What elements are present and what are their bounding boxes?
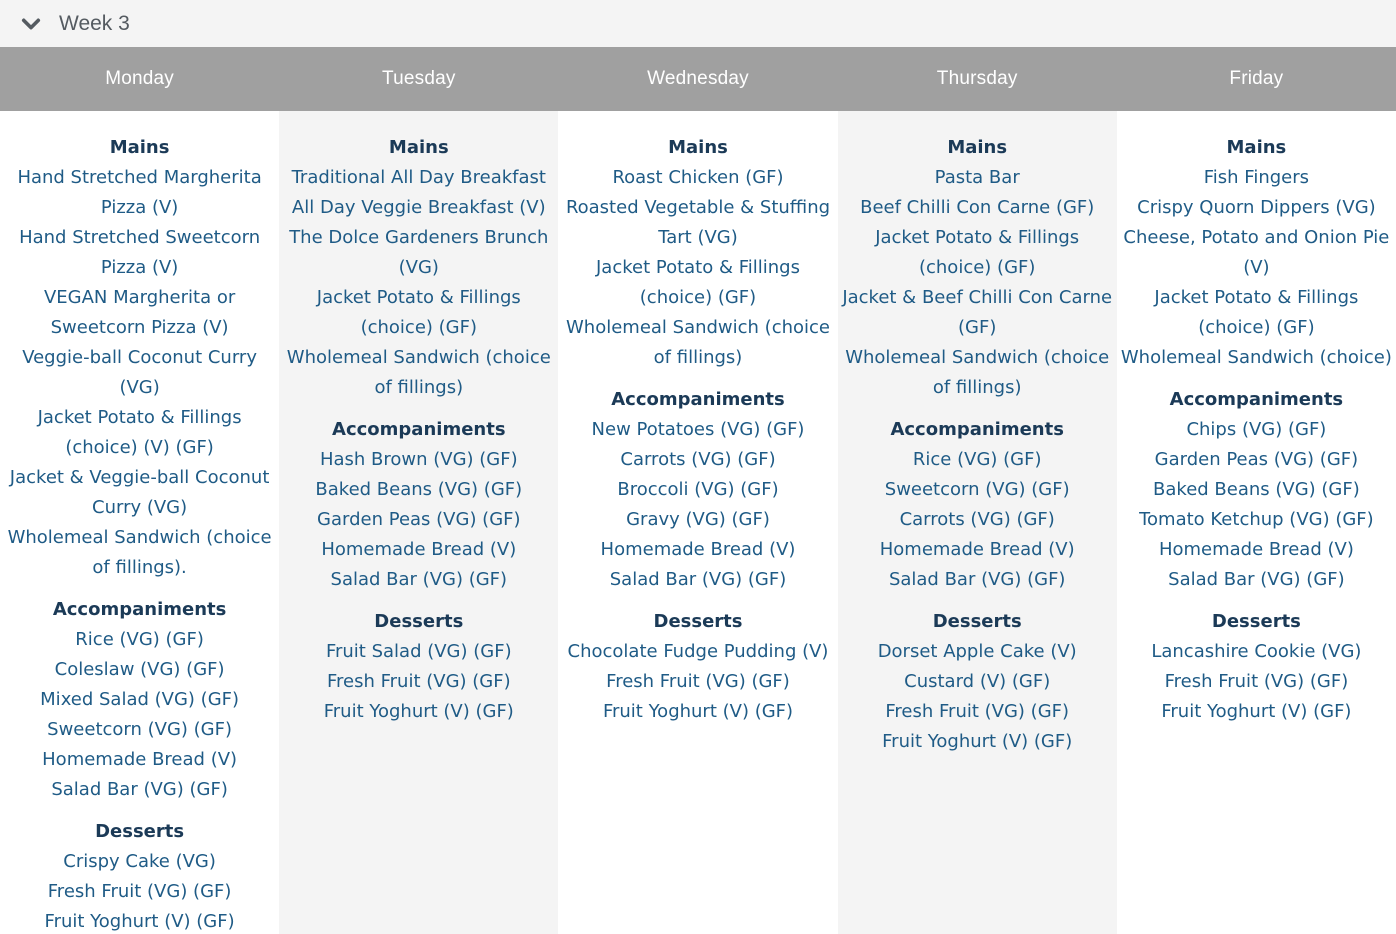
menu-section-mains	[279, 133, 558, 403]
menu-item: Jacket Potato & Fillings (choice) (GF)	[595, 257, 800, 308]
menu-item: Crispy Quorn Dippers (VG)	[1137, 197, 1376, 218]
menu-item: Sweetcorn (VG) (GF)	[884, 479, 1070, 500]
section-title: Desserts	[374, 611, 464, 632]
section-title: Desserts	[95, 821, 185, 842]
menu-item: Fresh Fruit (VG) (GF)	[606, 671, 790, 692]
section-title: Accompaniments	[332, 419, 506, 440]
menu-item: Fruit Yoghurt (V) (GF)	[882, 731, 1073, 752]
menu-item: Wholemeal Sandwich (choice of fillings)	[565, 317, 830, 368]
chevron-down-icon[interactable]	[21, 14, 41, 34]
section-title: Mains	[388, 137, 449, 158]
menu-item: Sweetcorn (VG) (GF)	[47, 719, 233, 740]
menu-item: Beef Chilli Con Carne (GF)	[860, 197, 1095, 218]
menu-item: Fresh Fruit (VG) (GF)	[326, 671, 511, 692]
section-title: Accompaniments	[611, 389, 785, 410]
menu-item: Fresh Fruit (VG) (GF)	[1164, 671, 1349, 692]
menu-item: Fish Fingers	[1203, 167, 1310, 188]
menu-item: Salad Bar (VG) (GF)	[330, 569, 508, 590]
menu-item: Chocolate Fudge Pudding (V)	[567, 641, 829, 662]
section-title: Accompaniments	[52, 599, 227, 620]
menu-section-desserts	[0, 817, 279, 934]
menu-item: Veggie-ball Coconut Curry (VG)	[22, 347, 257, 398]
menu-item: Wholemeal Sandwich (choice of fillings).	[7, 527, 272, 578]
menu-item: Custard (V) (GF)	[904, 671, 1051, 692]
menu-item: VEGAN Margherita or Sweetcorn Pizza (V)	[43, 287, 236, 338]
menu-section-mains	[1117, 133, 1396, 373]
menu-section-accompaniments	[0, 595, 279, 805]
menu-section-mains	[838, 133, 1117, 403]
day-column-tuesday	[279, 111, 558, 934]
menu-section-mains	[0, 133, 279, 583]
menu-item: Fresh Fruit (VG) (GF)	[47, 881, 232, 902]
menu-section-accompaniments	[279, 415, 558, 595]
menu-item: Jacket Potato & Fillings (choice) (GF)	[1154, 287, 1359, 338]
menu-item: Jacket Potato & Fillings (choice) (GF)	[875, 227, 1080, 278]
menu-grid	[0, 111, 1396, 934]
menu-section-desserts	[558, 607, 837, 727]
menu-item: Hand Stretched Sweetcorn Pizza (V)	[19, 227, 261, 278]
menu-item: Roasted Vegetable & Stuffing Tart (VG)	[565, 197, 831, 248]
day-column-monday	[0, 111, 279, 934]
menu-item: Homemade Bread (V)	[879, 539, 1075, 560]
section-title: Accompaniments	[1169, 389, 1344, 410]
menu-item: Jacket & Beef Chilli Con Carne (GF)	[842, 287, 1113, 338]
menu-item: Traditional All Day Breakfast	[291, 167, 546, 188]
menu-item: Fresh Fruit (VG) (GF)	[885, 701, 1070, 722]
menu-item: Baked Beans (VG) (GF)	[315, 479, 523, 500]
menu-item: Garden Peas (VG) (GF)	[1154, 449, 1359, 470]
day-header-wednesday: Wednesday	[647, 68, 749, 89]
menu-section-desserts	[838, 607, 1117, 757]
menu-item: Homemade Bread (V)	[1158, 539, 1354, 560]
menu-item: Wholemeal Sandwich (choice of fillings)	[845, 347, 1110, 398]
week-title: Week 3	[59, 11, 130, 35]
menu-item: Fruit Yoghurt (V) (GF)	[44, 911, 235, 932]
menu-item: Salad Bar (VG) (GF)	[888, 569, 1066, 590]
menu-item: Hand Stretched Margherita Pizza (V)	[17, 167, 262, 218]
menu-item: Salad Bar (VG) (GF)	[1168, 569, 1345, 590]
menu-item: Pasta Bar	[934, 167, 1020, 188]
menu-item: Crispy Cake (VG)	[63, 851, 216, 872]
menu-item: Homemade Bread (V)	[600, 539, 796, 560]
menu-item: Broccoli (VG) (GF)	[617, 479, 779, 500]
menu-section-desserts	[1117, 607, 1396, 727]
menu-item: Salad Bar (VG) (GF)	[609, 569, 787, 590]
menu-item: Fruit Yoghurt (V) (GF)	[323, 701, 514, 722]
day-column-wednesday	[558, 111, 837, 934]
menu-item: All Day Veggie Breakfast (V)	[291, 197, 546, 218]
day-column-friday	[1117, 111, 1396, 934]
menu-item: Tomato Ketchup (VG) (GF)	[1139, 509, 1374, 530]
day-header-thursday: Thursday	[936, 68, 1018, 89]
week-accordion-toggle[interactable]	[0, 0, 1396, 47]
menu-item: Roast Chicken (GF)	[612, 167, 784, 188]
menu-item: Homemade Bread (V)	[42, 749, 238, 770]
menu-item: Chips (VG) (GF)	[1186, 419, 1327, 440]
section-title: Mains	[1226, 137, 1287, 158]
menu-section-desserts	[279, 607, 558, 727]
menu-item: Wholemeal Sandwich (choice)	[1120, 347, 1392, 368]
day-column-thursday	[838, 111, 1117, 934]
menu-item: Homemade Bread (V)	[321, 539, 517, 560]
day-header-row	[0, 47, 1396, 111]
day-header-tuesday: Tuesday	[382, 68, 456, 89]
menu-item: Carrots (VG) (GF)	[620, 449, 776, 470]
menu-section-accompaniments	[1117, 385, 1396, 595]
menu-section-accompaniments	[558, 385, 837, 595]
menu-item: Salad Bar (VG) (GF)	[51, 779, 228, 800]
menu-item: Rice (VG) (GF)	[75, 629, 204, 650]
menu-item: Fruit Salad (VG) (GF)	[325, 641, 512, 662]
section-title: Accompaniments	[890, 419, 1064, 440]
menu-item: Fruit Yoghurt (V) (GF)	[1161, 701, 1352, 722]
section-title: Desserts	[1211, 611, 1301, 632]
menu-item: Garden Peas (VG) (GF)	[317, 509, 521, 530]
menu-item: Gravy (VG) (GF)	[626, 509, 770, 530]
menu-item: Jacket Potato & Fillings (choice) (GF)	[316, 287, 521, 338]
day-header-friday: Friday	[1229, 68, 1284, 89]
menu-item: The Dolce Gardeners Brunch (VG)	[289, 227, 549, 278]
menu-item: Fruit Yoghurt (V) (GF)	[602, 701, 794, 722]
menu-item: Lancashire Cookie (VG)	[1151, 641, 1362, 662]
section-title: Mains	[947, 137, 1008, 158]
menu-item: New Potatoes (VG) (GF)	[591, 419, 805, 440]
menu-item: Mixed Salad (VG) (GF)	[40, 689, 240, 710]
menu-section-mains	[558, 133, 837, 373]
section-title: Desserts	[932, 611, 1022, 632]
menu-item: Rice (VG) (GF)	[912, 449, 1042, 470]
menu-item: Jacket & Veggie-ball Coconut Curry (VG)	[9, 467, 270, 518]
menu-item: Coleslaw (VG) (GF)	[54, 659, 225, 680]
menu-item: Jacket Potato & Fillings (choice) (V) (GF)	[37, 407, 242, 458]
menu-item: Dorset Apple Cake (V)	[877, 641, 1077, 662]
menu-item: Baked Beans (VG) (GF)	[1153, 479, 1360, 500]
day-header-monday: Monday	[105, 68, 174, 89]
menu-item: Cheese, Potato and Onion Pie (V)	[1123, 227, 1390, 278]
menu-item: Wholemeal Sandwich (choice of fillings)	[286, 347, 551, 398]
menu-item: Hash Brown (VG) (GF)	[319, 449, 518, 470]
section-title: Desserts	[653, 611, 743, 632]
section-title: Mains	[668, 137, 728, 158]
menu-section-accompaniments	[838, 415, 1117, 595]
menu-item: Carrots (VG) (GF)	[899, 509, 1055, 530]
section-title: Mains	[109, 137, 170, 158]
